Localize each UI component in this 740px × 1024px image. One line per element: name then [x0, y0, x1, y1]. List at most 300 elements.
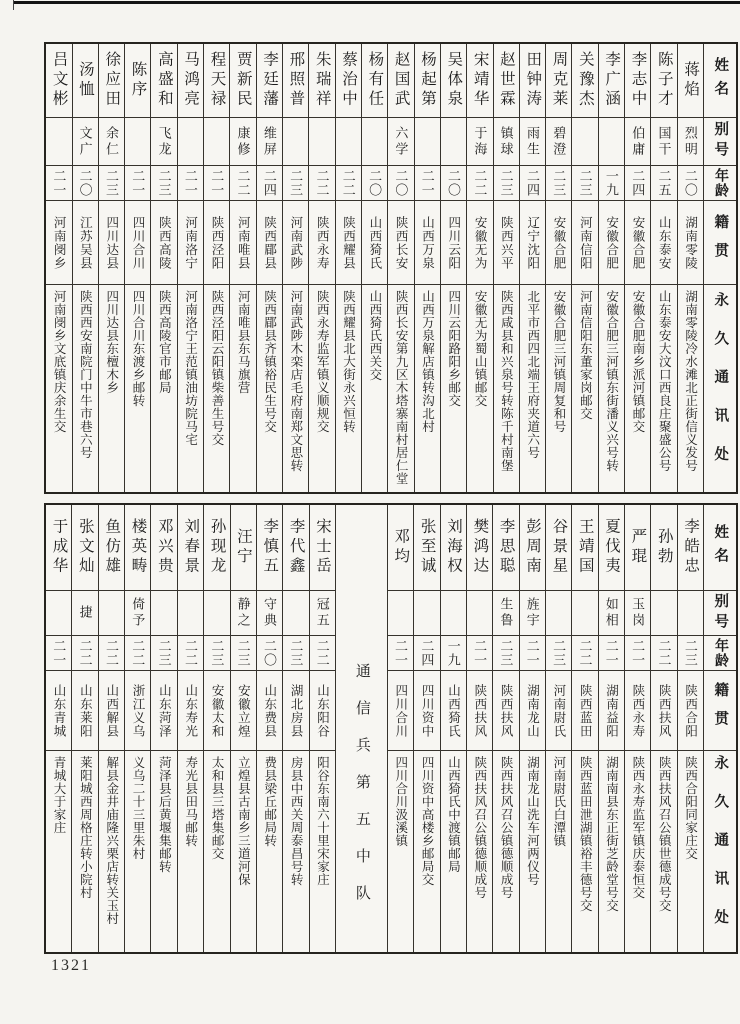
native-place-cell: 陕西兴平 — [494, 200, 519, 284]
alias-cell — [678, 590, 703, 635]
address-cell: 陕西长安第九区木塔寨南村居仁堂 — [388, 284, 413, 492]
age-cell: 二三 — [231, 635, 256, 670]
native-place-cell: 山东泰安 — [651, 200, 676, 284]
native-place-cell: 安徽合肥 — [599, 200, 624, 284]
age-cell: 二一 — [125, 165, 150, 200]
address-cell: 四川合川汲溪镇 — [388, 750, 413, 952]
person-column — [229, 44, 255, 492]
person-column — [203, 505, 229, 952]
person-column — [440, 44, 466, 492]
age-cell: 二五 — [651, 165, 676, 200]
native-place-cell: 陕西长安 — [388, 200, 413, 284]
age-cell: 二二 — [72, 635, 97, 670]
address-cell: 陕西郿县齐镇裕民生号交 — [257, 284, 282, 492]
name-cell: 田钟涛 — [524, 51, 542, 110]
address-cell: 安徽合肥三河镇东街潘义兴号转 — [599, 284, 624, 492]
alias-cell: 碧澄 — [546, 117, 571, 165]
native-place-cell: 陕西永寿 — [625, 670, 650, 750]
address-cell: 河南信阳东董家岗邮交 — [572, 284, 597, 492]
person-column — [492, 505, 518, 952]
native-place-cell: 安徽太和 — [204, 670, 229, 750]
person-column — [256, 44, 282, 492]
person-column — [361, 44, 387, 492]
alias-cell — [572, 590, 597, 635]
age-cell: 二三 — [678, 635, 703, 670]
name-cell: 赵国武 — [392, 51, 410, 110]
native-place-cell: 山东青城 — [46, 670, 71, 750]
person-column — [650, 505, 676, 952]
address-cell: 四川达县东檀木乡 — [99, 284, 124, 492]
name-cell: 贾新民 — [234, 51, 252, 110]
name-cell: 蒋焰 — [682, 61, 700, 100]
person-column — [46, 505, 71, 952]
age-cell: 二三 — [572, 165, 597, 200]
person-column — [624, 505, 650, 952]
address-cell: 陕西高陵官市邮局 — [151, 284, 176, 492]
roster-table-top — [44, 42, 738, 494]
address-cell: 陕西泾阳云阳镇柴善生号交 — [204, 284, 229, 492]
person-column — [71, 505, 97, 952]
name-cell: 夏伐夷 — [603, 518, 621, 577]
age-cell: 二一 — [599, 635, 624, 670]
age-cell: 二一 — [46, 635, 71, 670]
name-cell: 樊鸿达 — [471, 518, 489, 577]
native-place-cell: 河南洛宁 — [178, 200, 203, 284]
age-cell: 二二 — [178, 635, 203, 670]
native-place-cell: 陕西蓝田 — [572, 670, 597, 750]
alias-cell: 守典 — [257, 590, 282, 635]
person-column — [545, 44, 571, 492]
person-column — [46, 44, 71, 492]
row-header-alias: 别号 — [704, 117, 736, 165]
age-cell: 二一 — [388, 635, 413, 670]
person-column — [124, 505, 150, 952]
row-header-age: 年龄 — [704, 635, 736, 670]
native-place-cell: 江苏吴县 — [73, 200, 98, 284]
native-place-cell: 陕西永寿 — [309, 200, 334, 284]
person-column — [282, 505, 308, 952]
alias-cell: 余仁 — [99, 117, 124, 165]
address-cell: 陕西扶风召公镇德顺成号 — [467, 750, 492, 952]
age-cell: 二二 — [309, 165, 334, 200]
row-header-address: 永久通讯处 — [704, 750, 736, 952]
address-cell: 陕西咸县和兴泉号转陈千村南堡 — [494, 284, 519, 492]
age-cell: 二三 — [99, 165, 124, 200]
person-column — [466, 44, 492, 492]
address-cell: 安徽无为蜀山镇邮交 — [467, 284, 492, 492]
alias-cell: 雨生 — [520, 117, 545, 165]
unit-divider-column — [335, 505, 387, 952]
name-cell: 李代鑫 — [287, 518, 305, 577]
address-cell: 河南尉氏白潭镇 — [546, 750, 571, 952]
person-column — [256, 505, 282, 952]
native-place-cell: 安徽立煌 — [231, 670, 256, 750]
native-place-cell: 湖南益阳 — [599, 670, 624, 750]
age-cell: 二一 — [520, 635, 545, 670]
alias-cell — [204, 117, 229, 165]
native-place-cell: 四川合川 — [125, 200, 150, 284]
name-cell: 孙现龙 — [208, 518, 226, 577]
address-cell: 湖南零陵冷水滩北正街信义发号 — [678, 284, 703, 492]
native-place-cell: 山东寿光 — [178, 670, 203, 750]
name-cell: 张至诚 — [418, 518, 436, 577]
name-cell: 关豫杰 — [576, 51, 594, 110]
name-cell: 宋士岳 — [313, 518, 331, 577]
native-place-cell: 浙江义乌 — [125, 670, 150, 750]
name-cell: 陈序 — [129, 61, 147, 100]
address-cell: 陕西蓝田泄湖镇裕丰德号交 — [572, 750, 597, 952]
name-cell: 陈子才 — [655, 51, 673, 110]
person-column — [677, 44, 703, 492]
address-cell: 陕西永寿监军镇义顺规交 — [309, 284, 334, 492]
age-cell: 二〇 — [73, 165, 98, 200]
person-column — [150, 505, 176, 952]
alias-cell — [46, 117, 71, 165]
name-cell: 徐应田 — [103, 51, 121, 110]
person-column — [124, 44, 150, 492]
native-place-cell: 湖南零陵 — [678, 200, 703, 284]
name-cell: 王靖国 — [576, 518, 594, 577]
name-cell: 赵世霖 — [497, 51, 515, 110]
name-cell: 汪宁 — [234, 528, 252, 567]
address-cell: 立煌县古南乡三道河保 — [231, 750, 256, 952]
age-cell: 二二 — [336, 165, 361, 200]
name-cell: 李皓忠 — [682, 518, 700, 577]
age-cell: 二三 — [151, 165, 176, 200]
address-cell: 四川云阳路阳乡邮交 — [441, 284, 466, 492]
person-column — [598, 505, 624, 952]
age-cell: 二二 — [99, 635, 124, 670]
name-cell: 孙勃 — [655, 528, 673, 567]
alias-cell: 康修 — [230, 117, 255, 165]
alias-cell — [151, 590, 176, 635]
age-cell: 二一 — [178, 165, 203, 200]
person-column — [150, 44, 176, 492]
age-cell: 一九 — [441, 635, 466, 670]
person-column — [493, 44, 519, 492]
native-place-cell: 陕西郿县 — [257, 200, 282, 284]
name-cell: 吴体泉 — [445, 51, 463, 110]
row-header-native: 籍贯 — [704, 670, 736, 750]
name-cell: 张文灿 — [76, 518, 94, 577]
native-place-cell: 湖北房县 — [283, 670, 308, 750]
native-place-cell: 山东阳谷 — [310, 670, 335, 750]
alias-cell — [415, 117, 440, 165]
native-place-cell: 陕西高陵 — [151, 200, 176, 284]
native-place-cell: 山西猗氏 — [362, 200, 387, 284]
alias-cell: 于海 — [467, 117, 492, 165]
name-cell: 谷景星 — [550, 518, 568, 577]
address-cell: 阳谷东南六十里宋家庄 — [310, 750, 335, 952]
native-place-cell: 陕西耀县 — [336, 200, 361, 284]
scan-artifact-top-edge — [14, 1, 740, 4]
address-cell: 陕西永寿监军镇庆泰恒交 — [625, 750, 650, 952]
person-column — [414, 44, 440, 492]
address-cell: 湖南龙山洗车河两仪号 — [520, 750, 545, 952]
age-cell: 二一 — [415, 165, 440, 200]
alias-cell — [362, 117, 387, 165]
name-cell: 马鸿亮 — [182, 51, 200, 110]
name-cell: 于成华 — [50, 518, 68, 577]
alias-cell — [414, 590, 439, 635]
alias-cell — [651, 590, 676, 635]
name-cell: 邓兴贵 — [155, 518, 173, 577]
row-header-native: 籍贯 — [704, 200, 736, 284]
native-place-cell: 山西万泉 — [415, 200, 440, 284]
alias-cell — [283, 117, 308, 165]
address-cell: 陕西扶风召公镇德顺成号 — [493, 750, 518, 952]
native-place-cell: 山东莱阳 — [72, 670, 97, 750]
person-column — [203, 44, 229, 492]
address-cell: 莱阳城西周格庄转小院村 — [72, 750, 97, 952]
age-cell: 二〇 — [388, 165, 413, 200]
person-column — [519, 505, 545, 952]
address-cell: 安徽合肥三河镇周复和号 — [546, 284, 571, 492]
address-cell: 陕西耀县北大街永兴恒转 — [336, 284, 361, 492]
age-cell: 二二 — [310, 635, 335, 670]
row-header-age: 年龄 — [704, 165, 736, 200]
native-place-cell: 陕西泾阳 — [204, 200, 229, 284]
name-cell: 高盛和 — [155, 51, 173, 110]
alias-cell — [388, 590, 413, 635]
person-column — [230, 505, 256, 952]
name-cell: 李思聪 — [497, 518, 515, 577]
alias-cell — [441, 590, 466, 635]
name-cell: 杨有任 — [366, 51, 384, 110]
person-column — [98, 505, 124, 952]
name-cell: 吕文彬 — [50, 51, 68, 110]
native-place-cell: 陕西扶风 — [467, 670, 492, 750]
person-column — [519, 44, 545, 492]
native-place-cell: 陕西扶风 — [493, 670, 518, 750]
age-cell: 二二 — [572, 635, 597, 670]
age-cell: 二〇 — [257, 635, 282, 670]
alias-cell: 静之 — [231, 590, 256, 635]
name-cell: 李广涵 — [603, 51, 621, 110]
row-header-column — [703, 505, 736, 952]
address-cell: 四川合川东渡乡邮转 — [125, 284, 150, 492]
alias-cell: 国干 — [651, 117, 676, 165]
name-cell: 邓均 — [392, 528, 410, 567]
person-column — [545, 505, 571, 952]
alias-cell: 捷 — [72, 590, 97, 635]
person-column — [387, 44, 413, 492]
alias-cell: 如相 — [599, 590, 624, 635]
scan-artifact-left-edge — [13, 0, 14, 10]
alias-cell: 伯庸 — [625, 117, 650, 165]
alias-cell — [309, 117, 334, 165]
alias-cell — [599, 117, 624, 165]
native-place-cell: 河南武陟 — [283, 200, 308, 284]
name-cell: 李廷藩 — [261, 51, 279, 110]
native-place-cell: 陕西合阳 — [678, 670, 703, 750]
alias-cell: 六学 — [388, 117, 413, 165]
native-place-cell: 陕西扶风 — [651, 670, 676, 750]
person-column — [282, 44, 308, 492]
age-cell: 二一 — [467, 635, 492, 670]
address-cell: 太和县三塔集邮交 — [204, 750, 229, 952]
native-place-cell: 河南尉氏 — [546, 670, 571, 750]
name-cell: 宋靖华 — [471, 51, 489, 110]
person-column — [413, 505, 439, 952]
person-column — [72, 44, 98, 492]
address-cell: 费县梁丘邮局转 — [257, 750, 282, 952]
address-cell: 山西万泉解店镇转沟北村 — [415, 284, 440, 492]
native-place-cell: 河南阌乡 — [46, 200, 71, 284]
name-cell: 彭周南 — [524, 518, 542, 577]
roster-table-bottom — [44, 503, 738, 954]
name-cell: 周克莱 — [550, 51, 568, 110]
native-place-cell: 安徽合肥 — [546, 200, 571, 284]
alias-cell — [441, 117, 466, 165]
address-cell: 河南阌乡文底镇庆余生交 — [46, 284, 71, 492]
row-header-name: 姓名 — [712, 57, 729, 104]
person-column — [650, 44, 676, 492]
native-place-cell: 河南信阳 — [572, 200, 597, 284]
address-cell: 山东泰安大汶口西良庄聚盛公号 — [651, 284, 676, 492]
person-column — [624, 44, 650, 492]
address-cell: 山西猗氏中渡镇邮局 — [441, 750, 466, 952]
person-column — [98, 44, 124, 492]
name-cell: 程天禄 — [208, 51, 226, 110]
age-cell: 一九 — [599, 165, 624, 200]
unit-label: 通信兵第五中队 — [353, 663, 370, 922]
person-column — [440, 505, 466, 952]
age-cell: 二〇 — [362, 165, 387, 200]
age-cell: 二二 — [467, 165, 492, 200]
alias-cell — [178, 117, 203, 165]
address-cell: 安徽合肥南乡派河镇邮交 — [625, 284, 650, 492]
name-cell: 楼英畴 — [129, 518, 147, 577]
alias-cell — [46, 590, 71, 635]
row-header-address: 永久通讯处 — [704, 284, 736, 492]
alias-cell — [125, 117, 150, 165]
alias-cell: 冠五 — [310, 590, 335, 635]
address-cell: 山西猗氏西关交 — [362, 284, 387, 492]
row-header-column — [703, 44, 736, 492]
alias-cell: 文广 — [73, 117, 98, 165]
address-cell: 陕西合阳同家庄交 — [678, 750, 703, 952]
address-cell: 解县金井庙隆兴栗店转关玉村 — [99, 750, 124, 952]
address-cell: 四川资中高楼乡邮局交 — [414, 750, 439, 952]
name-cell: 严琨 — [629, 528, 647, 567]
name-cell: 邢照普 — [287, 51, 305, 110]
alias-cell: 倚予 — [125, 590, 150, 635]
native-place-cell: 山西解县 — [99, 670, 124, 750]
address-cell: 义乌二十三里朱村 — [125, 750, 150, 952]
native-place-cell: 山东费县 — [257, 670, 282, 750]
alias-cell — [204, 590, 229, 635]
native-place-cell: 湖南龙山 — [520, 670, 545, 750]
age-cell: 二三 — [546, 165, 571, 200]
native-place-cell: 山西猗氏 — [441, 670, 466, 750]
person-column — [598, 44, 624, 492]
native-place-cell: 辽宁沈阳 — [520, 200, 545, 284]
name-cell: 刘春景 — [182, 518, 200, 577]
alias-cell: 旌宇 — [520, 590, 545, 635]
name-cell: 朱瑞祥 — [313, 51, 331, 110]
row-header-alias: 别号 — [704, 590, 736, 635]
native-place-cell: 安徽无为 — [467, 200, 492, 284]
age-cell: 二二 — [651, 635, 676, 670]
age-cell: 二三 — [151, 635, 176, 670]
person-column — [387, 505, 413, 952]
person-column — [571, 44, 597, 492]
name-cell: 刘海权 — [444, 518, 462, 577]
name-cell: 杨起第 — [418, 51, 436, 110]
native-place-cell: 山东菏泽 — [151, 670, 176, 750]
alias-cell: 维屏 — [257, 117, 282, 165]
address-cell: 北平市西四北端王府夹道六号 — [520, 284, 545, 492]
alias-cell — [546, 590, 571, 635]
address-cell: 房县中西关周泰昌号转 — [283, 750, 308, 952]
page-number: 1321 — [51, 957, 91, 974]
address-cell: 陕西西安南院门中牛市巷六号 — [73, 284, 98, 492]
address-cell: 河南唯县东马旗营 — [230, 284, 255, 492]
age-cell: 二四 — [257, 165, 282, 200]
alias-cell — [283, 590, 308, 635]
name-cell: 李慎五 — [261, 518, 279, 577]
name-cell: 汤恤 — [76, 61, 94, 100]
person-column — [335, 44, 361, 492]
age-cell: 二三 — [494, 165, 519, 200]
row-header-name: 姓名 — [712, 524, 729, 571]
address-cell: 湖南南县东正街芝龄堂号交 — [599, 750, 624, 952]
alias-cell — [178, 590, 203, 635]
address-cell: 青城大于家庄 — [46, 750, 71, 952]
native-place-cell: 河南唯县 — [230, 200, 255, 284]
age-cell: 二三 — [546, 635, 571, 670]
address-cell: 河南武陟木栾店毛府南郑文思转 — [283, 284, 308, 492]
age-cell: 二三 — [283, 165, 308, 200]
age-cell: 二一 — [46, 165, 71, 200]
address-cell: 河南洛宁王范镇油坊院马宅 — [178, 284, 203, 492]
alias-cell: 烈明 — [678, 117, 703, 165]
age-cell: 二四 — [625, 165, 650, 200]
person-column — [466, 505, 492, 952]
age-cell: 二〇 — [441, 165, 466, 200]
age-cell: 二三 — [204, 635, 229, 670]
alias-cell: 玉岗 — [625, 590, 650, 635]
alias-cell — [572, 117, 597, 165]
age-cell: 二二 — [230, 165, 255, 200]
native-place-cell: 安徽合肥 — [625, 200, 650, 284]
native-place-cell: 四川云阳 — [441, 200, 466, 284]
person-column — [308, 44, 334, 492]
alias-cell: 飞龙 — [151, 117, 176, 165]
native-place-cell: 四川达县 — [99, 200, 124, 284]
alias-cell — [336, 117, 361, 165]
native-place-cell: 四川资中 — [414, 670, 439, 750]
age-cell: 二三 — [493, 635, 518, 670]
person-column — [677, 505, 703, 952]
alias-cell — [99, 590, 124, 635]
native-place-cell: 四川合川 — [388, 670, 413, 750]
age-cell: 二二 — [125, 635, 150, 670]
address-cell: 寿光县田马邮转 — [178, 750, 203, 952]
person-column — [177, 44, 203, 492]
address-cell: 陕西扶风召公镇世德成号交 — [651, 750, 676, 952]
name-cell: 蔡治中 — [340, 51, 358, 110]
age-cell: 二一 — [204, 165, 229, 200]
person-column — [571, 505, 597, 952]
age-cell: 二一 — [625, 635, 650, 670]
person-column — [177, 505, 203, 952]
name-cell: 李志中 — [629, 51, 647, 110]
age-cell: 二三 — [283, 635, 308, 670]
age-cell: 二四 — [414, 635, 439, 670]
age-cell: 二〇 — [678, 165, 703, 200]
